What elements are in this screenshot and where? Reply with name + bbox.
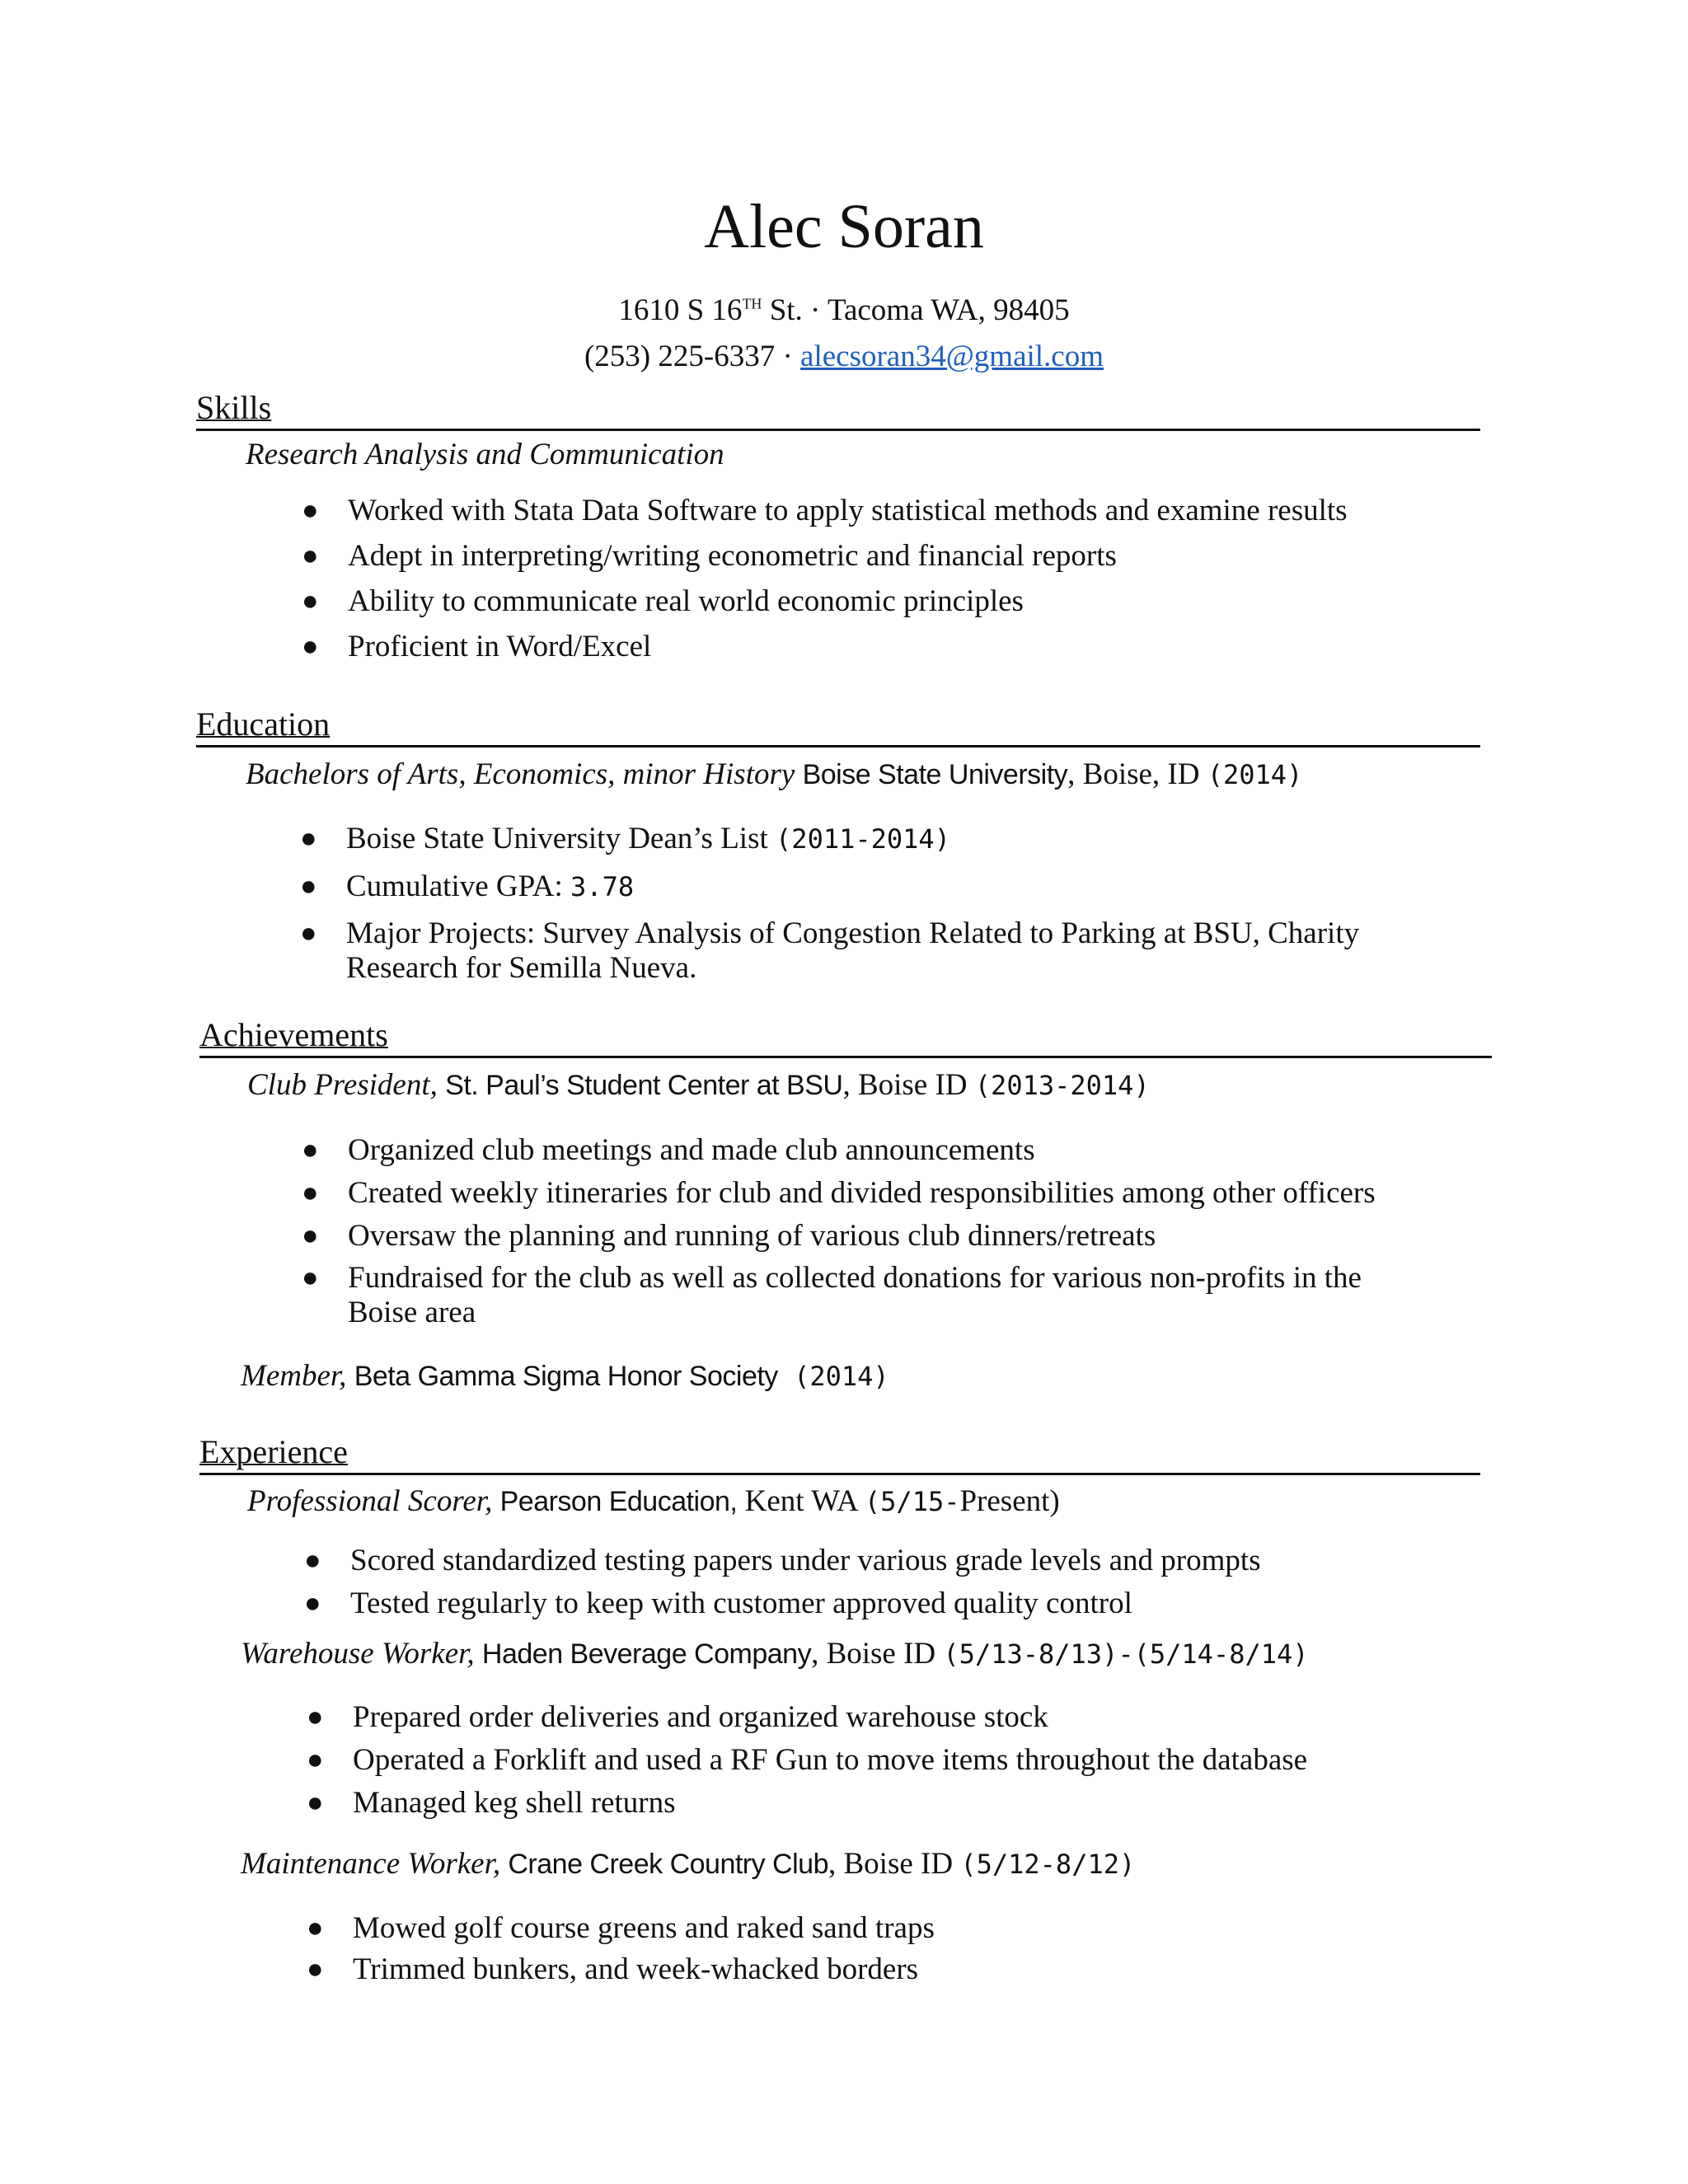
list-item: ● Major Projects: Survey Analysis of Congestion Related to Parking at BSU, Charity Research for Semilla Nueva. [300,916,1360,985]
job-entry [241,1844,1135,1885]
skills-subheading-text: Research Analysis and Communication [246,438,724,471]
list-item-text: Worked with Stata Data Software to apply statistical methods and examine results [348,494,1348,527]
job-location: Kent WA [737,1484,865,1518]
list-item-text: Organized club meetings and made club announcements [348,1133,1035,1167]
degree: Bachelors of Arts, Economics, minor History [246,757,795,791]
list-item: ● Proficient in Word/Excel [302,630,652,663]
experience-heading-text: Experience [199,1433,348,1470]
job-dates-tail: Present) [959,1484,1060,1518]
list-item: ● Operated a Forklift and used a RF Gun to move items throughout the database [307,1743,1308,1777]
list-item-text: Prepared order deliveries and organized warehouse stock [353,1700,1048,1734]
job-duties-list [307,1699,1507,1828]
address-number: 1610 S 16 [618,293,743,327]
list-item-dates: (2011-2014) [776,823,950,855]
list-item: ● Prepared order deliveries and organized warehouse stock [307,1700,1048,1734]
employer-name: Crane Creek Country Club [508,1849,828,1880]
skills-subheading [246,434,724,476]
list-item-text: Proficient in Word/Excel [348,630,652,663]
list-item: ● Created weekly itineraries for club and divided responsibilities among other officers [302,1176,1376,1210]
job-entry [247,1481,1060,1522]
job-entry [241,1633,1309,1675]
membership-entry [241,1356,889,1397]
candidate-name: Alec Soran [704,192,984,261]
club-name: St. Paul’s Student Center at BSU [445,1070,843,1101]
skills-heading [196,387,1480,431]
club-dates: (2013-2014) [974,1070,1150,1101]
contact-line [0,336,1688,377]
employer-name: Pearson Education, [499,1486,738,1517]
list-item: ● Worked with Stata Data Software to apply statistical methods and examine results [302,494,1348,527]
education-list [300,821,1517,989]
job-role: Warehouse Worker, [241,1637,482,1671]
list-item-text: Cumulative GPA: [346,869,571,903]
list-item-text: Major Projects: Survey Analysis of Congestion Related to Parking at BSU, Charity [346,916,1360,950]
list-item: ● Fundraised for the club as well as collected donations for various non-profits in the Boise area [302,1261,1362,1329]
job-location: , Boise ID [828,1847,961,1881]
list-item: ● Organized club meetings and made club announcements [302,1133,1035,1167]
education-dates: (2014) [1207,759,1303,790]
list-item-text: Mowed golf course greens and raked sand traps [353,1911,935,1945]
list-item: ● Oversaw the planning and running of various club dinners/retreats [302,1219,1156,1253]
list-item-text: Fundraised for the club as well as collected donations for various non-profits in the [348,1261,1362,1295]
list-item-text: Oversaw the planning and running of various club dinners/retreats [348,1219,1156,1253]
list-item-text: Boise State University Dean’s List [346,822,776,855]
address-suffix: TH [742,295,762,312]
list-item: ● Tested regularly to keep with customer approved quality control [304,1586,1132,1620]
list-item-text: Scored standardized testing papers under various grade levels and prompts [350,1544,1261,1577]
skills-heading-text: Skills [196,389,272,426]
job-role: Professional Scorer, [247,1484,500,1518]
experience-heading [199,1432,1480,1475]
job-duties-list [307,1910,1507,1993]
job-location: , Boise ID [811,1637,944,1671]
education-entry [246,754,1302,795]
member-dates: (2014) [777,1361,889,1392]
address-line [0,290,1688,331]
list-item: ● Scored standardized testing papers under various grade levels and prompts [304,1544,1261,1577]
job-dates: (5/15- [864,1486,960,1517]
skills-list [302,493,1502,674]
list-item: ● Boise State University Dean’s List (2011-2014) [300,822,950,855]
school-name: Boise State University [802,759,1068,790]
job-duties-list [304,1543,1504,1629]
list-item-text: Tested regularly to keep with customer approved quality control [350,1586,1132,1620]
list-item-text-cont: Boise area [348,1296,476,1329]
job-dates: (5/12-8/12) [960,1849,1136,1880]
achievements-list [302,1132,1518,1333]
list-item-text: Created weekly itineraries for club and divided responsibilities among other officers [348,1176,1376,1210]
member-role: Member, [241,1359,354,1393]
list-item: ● Cumulative GPA: 3.78 [300,869,635,903]
list-item-text: Adept in interpreting/writing econometric and financial reports [348,539,1117,573]
phone-number: (253) 225-6337 · [584,340,801,373]
list-item: ● Adept in interpreting/writing econometric and financial reports [302,539,1117,573]
list-item: ● Managed keg shell returns [307,1786,676,1820]
club-location: , Boise ID [842,1068,975,1102]
list-item: ● Ability to communicate real world economic principles [302,584,1024,618]
job-role: Maintenance Worker, [241,1847,509,1881]
list-item: ● Mowed golf course greens and raked sand traps [307,1911,935,1945]
employer-name: Haden Beverage Company [481,1638,812,1670]
list-item-text: Ability to communicate real world economic principles [348,584,1024,618]
achievement-entry [247,1065,1150,1106]
achievements-heading [199,1015,1492,1058]
gpa-value: 3.78 [570,871,635,902]
list-item: ● Trimmed bunkers, and week-whacked borders [307,1952,919,1986]
education-heading-text: Education [196,705,331,743]
list-item-text-cont: Research for Semilla Nueva. [346,951,697,985]
school-location: , Boise, ID [1067,757,1207,791]
job-dates: (5/13-8/13)-(5/14-8/14) [943,1638,1309,1670]
list-item-text: Trimmed bunkers, and week-whacked borders [353,1952,919,1986]
list-item-text: Operated a Forklift and used a RF Gun to move items throughout the database [353,1743,1308,1777]
list-item-text: Managed keg shell returns [353,1786,676,1820]
email-link[interactable]: alecsoran34@gmail.com [800,340,1104,373]
education-heading [196,704,1480,748]
club-role: Club President, [247,1068,446,1102]
achievements-heading-text: Achievements [199,1016,388,1053]
society-name: Beta Gamma Sigma Honor Society [354,1361,778,1392]
address-rest: St. · Tacoma WA, 98405 [762,293,1070,327]
